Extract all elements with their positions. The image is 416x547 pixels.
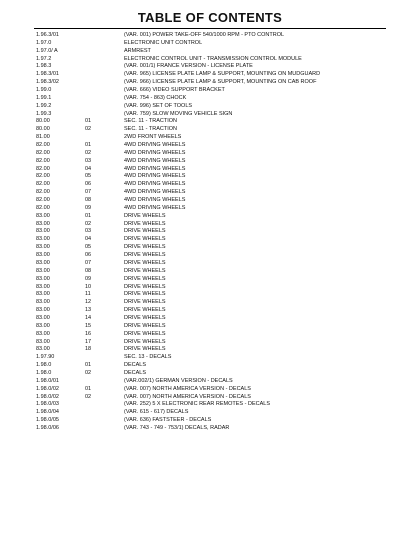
toc-description: (VAR. 007) NORTH AMERICA VERSION - DECALS (124, 385, 251, 392)
toc-row[interactable] (34, 166, 386, 174)
toc-row[interactable] (34, 370, 386, 378)
toc-subcode: 07 (85, 259, 92, 266)
toc-code: 1.98.0/01 (36, 377, 59, 384)
toc-code: 83.00 (36, 236, 50, 243)
toc-code: 1.99.0 (36, 87, 52, 94)
toc-code: 82.00 (36, 165, 50, 172)
toc-description: 4WD DRIVING WHEELS (124, 173, 186, 180)
toc-description: ARMREST (124, 47, 151, 54)
toc-row[interactable] (34, 362, 386, 370)
toc-description: DRIVE WHEELS (124, 259, 166, 266)
toc-code: 1.98.3/02 (36, 79, 59, 86)
toc-code: 83.00 (36, 322, 50, 329)
toc-description: 4WD DRIVING WHEELS (124, 189, 186, 196)
toc-subcode: 11 (85, 291, 91, 298)
toc-subcode: 16 (85, 330, 92, 337)
toc-row[interactable] (34, 87, 386, 95)
toc-subcode: 09 (85, 275, 92, 282)
toc-description: DRIVE WHEELS (124, 220, 166, 227)
toc-subcode: 02 (85, 369, 92, 376)
toc-description: (VAR. 666) VIDEO SUPPORT BRACKET (124, 87, 225, 94)
toc-code: 82.00 (36, 204, 50, 211)
toc-subcode: 09 (85, 204, 92, 211)
toc-subcode: 08 (85, 197, 92, 204)
toc-row[interactable] (34, 134, 386, 142)
toc-description: DRIVE WHEELS (124, 212, 166, 219)
toc-code: 83.00 (36, 252, 50, 259)
toc-row[interactable] (34, 111, 386, 119)
toc-subcode: 01 (85, 385, 92, 392)
toc-row[interactable] (34, 95, 386, 103)
toc-code: 83.00 (36, 212, 50, 219)
toc-row[interactable] (34, 158, 386, 166)
toc-subcode: 05 (85, 173, 92, 180)
toc-row[interactable] (34, 331, 386, 339)
toc-description: DRIVE WHEELS (124, 283, 166, 290)
toc-row[interactable] (34, 32, 386, 40)
toc-description: 4WD DRIVING WHEELS (124, 165, 186, 172)
toc-row[interactable] (34, 221, 386, 229)
toc-code: 1.97.0/ A (36, 47, 58, 54)
toc-code: 1.98.0 (36, 362, 52, 369)
toc-row[interactable] (34, 150, 386, 158)
toc-subcode: 04 (85, 165, 92, 172)
toc-code: 81.00 (36, 134, 50, 141)
toc-code: 1.98.3 (36, 63, 52, 70)
toc-description: 4WD DRIVING WHEELS (124, 204, 186, 211)
toc-code: 83.00 (36, 283, 50, 290)
toc-row[interactable] (34, 48, 386, 56)
toc-description: ELECTRONIC CONTROL UNIT - TRANSMISSION CONTROL MODULE (124, 55, 302, 62)
toc-row[interactable] (34, 126, 386, 134)
toc-description: 4WD DRIVING WHEELS (124, 149, 186, 156)
toc-code: 1.98.0/03 (36, 401, 59, 408)
toc-description: DRIVE WHEELS (124, 267, 166, 274)
toc-description: 4WD DRIVING WHEELS (124, 181, 186, 188)
toc-code: 1.98.0/04 (36, 409, 59, 416)
toc-row[interactable] (34, 63, 386, 71)
toc-code: 83.00 (36, 228, 50, 235)
toc-row[interactable] (34, 252, 386, 260)
toc-row[interactable] (34, 40, 386, 48)
toc-row[interactable] (34, 425, 386, 433)
toc-code: 82.00 (36, 189, 50, 196)
toc-description: (VAR. 743 - 749 - 753/1) DECALS, RADAR (124, 424, 230, 431)
toc-code: 1.96.3/01 (36, 32, 59, 38)
toc-description: DECALS (124, 362, 147, 369)
toc-description: DRIVE WHEELS (124, 275, 166, 282)
toc-subcode: 03 (85, 228, 92, 235)
toc-code: 83.00 (36, 291, 50, 298)
toc-description: (VAR. 001/1) FRANCE VERSION - LICENSE PLATE (124, 63, 253, 70)
toc-row[interactable] (34, 173, 386, 181)
toc-code: 83.00 (36, 314, 50, 321)
toc-row[interactable] (34, 71, 386, 79)
toc-row[interactable] (34, 417, 386, 425)
toc-subcode: 06 (85, 181, 92, 188)
toc-code: 1.98.0 (36, 369, 52, 376)
toc-description: (VAR. 001) POWER TAKE-OFF 540/1000 RPM - PTO CONTROL (124, 32, 285, 38)
toc-description: DRIVE WHEELS (124, 228, 166, 235)
toc-row[interactable] (34, 79, 386, 87)
toc-description: DRIVE WHEELS (124, 330, 166, 337)
toc-code: 83.00 (36, 346, 50, 353)
toc-row[interactable] (34, 386, 386, 394)
toc-row[interactable] (34, 103, 386, 111)
toc-code: 1.98.3/01 (36, 71, 59, 78)
toc-row[interactable] (34, 401, 386, 409)
toc-row[interactable] (34, 205, 386, 213)
toc-code: 1.98.0/06 (36, 424, 59, 431)
toc-code: 83.00 (36, 220, 50, 227)
toc-description: ELECTRONIC UNIT CONTROL (124, 39, 203, 46)
toc-row[interactable] (34, 307, 386, 315)
toc-code: 83.00 (36, 259, 50, 266)
toc-row[interactable] (34, 299, 386, 307)
toc-subcode: 01 (85, 212, 92, 219)
toc-subcode: 13 (85, 307, 92, 314)
toc-row[interactable] (34, 197, 386, 205)
toc-subcode: 01 (85, 142, 92, 149)
toc-code: 1.99.2 (36, 102, 52, 109)
toc-subcode: 04 (85, 236, 92, 243)
toc-subcode: 14 (85, 314, 92, 321)
title-divider (34, 28, 386, 29)
toc-description: DECALS (124, 369, 147, 376)
toc-row[interactable] (34, 142, 386, 150)
toc-description: DRIVE WHEELS (124, 314, 166, 321)
toc-description: (VAR. 759) SLOW MOVING VEHICLE SIGN (124, 110, 233, 117)
toc-code: 83.00 (36, 275, 50, 282)
toc-code: 83.00 (36, 330, 50, 337)
toc-description: (VAR. 007) NORTH AMERICA VERSION - DECALS (124, 393, 251, 400)
toc-code: 82.00 (36, 173, 50, 180)
toc-code: 82.00 (36, 197, 50, 204)
toc-row[interactable] (34, 284, 386, 292)
toc-code: 1.97.0 (36, 39, 52, 46)
toc-row[interactable] (34, 236, 386, 244)
toc-description: DRIVE WHEELS (124, 346, 166, 353)
toc-subcode: 06 (85, 252, 92, 259)
toc-subcode: 02 (85, 149, 92, 156)
toc-subcode: 03 (85, 157, 92, 164)
toc-row[interactable] (34, 213, 386, 221)
toc-description: (VAR. 252) 5 X ELECTRONIC REAR REMOTES - DECALS (124, 401, 270, 408)
toc-row[interactable] (34, 291, 386, 299)
toc-description: DRIVE WHEELS (124, 236, 166, 243)
toc-code: 1.97.2 (36, 55, 52, 62)
toc-code: 80.00 (36, 126, 50, 133)
toc-code: 1.98.0/02 (36, 393, 59, 400)
toc-description: (VAR. 754 - 863) CHOCK (124, 94, 187, 101)
toc-code: 1.99.1 (36, 94, 52, 101)
toc-description: 4WD DRIVING WHEELS (124, 197, 186, 204)
toc-row[interactable] (34, 378, 386, 386)
toc-subcode: 02 (85, 393, 92, 400)
toc-code: 82.00 (36, 157, 50, 164)
toc-description: SEC. 13 - DECALS (124, 354, 172, 361)
toc-row[interactable] (34, 56, 386, 64)
toc-description: SEC. 11 - TRACTION (124, 118, 177, 125)
toc-row[interactable] (34, 315, 386, 323)
toc-description: (VAR. 615 - 617) DECALS (124, 409, 189, 416)
toc-row[interactable] (34, 260, 386, 268)
toc-description: DRIVE WHEELS (124, 338, 166, 345)
toc-subcode: 10 (85, 283, 92, 290)
toc-subcode: 02 (85, 126, 92, 133)
toc-description: DRIVE WHEELS (124, 252, 166, 259)
toc-subcode: 07 (85, 189, 92, 196)
toc-row[interactable] (34, 346, 386, 354)
toc-code: 82.00 (36, 149, 50, 156)
toc-row[interactable] (34, 394, 386, 402)
toc-row[interactable] (34, 268, 386, 276)
toc-row[interactable] (34, 276, 386, 284)
toc-code: 83.00 (36, 338, 50, 345)
toc-row[interactable] (34, 339, 386, 347)
toc-description: DRIVE WHEELS (124, 244, 166, 251)
toc-description: SEC. 11 - TRACTION (124, 126, 177, 133)
toc-subcode: 17 (85, 338, 92, 345)
toc-code: 1.98.0/02 (36, 385, 59, 392)
toc-description: (VAR. 966) LICENSE PLATE LAMP & SUPPORT, MOUNTING ON CAB ROOF (124, 79, 317, 86)
toc-subcode: 18 (85, 346, 92, 353)
toc-row[interactable] (34, 354, 386, 362)
toc-subcode: 05 (85, 244, 92, 251)
toc-row[interactable] (34, 118, 386, 126)
toc-subcode: 01 (85, 118, 92, 125)
toc-row[interactable] (34, 189, 386, 197)
toc-row[interactable] (34, 181, 386, 189)
toc-code: 83.00 (36, 267, 50, 274)
toc-code: 82.00 (36, 181, 50, 188)
toc-row[interactable] (34, 228, 386, 236)
toc-code: 83.00 (36, 299, 50, 306)
toc-code: 80.00 (36, 118, 50, 125)
toc-description: 4WD DRIVING WHEELS (124, 157, 186, 164)
toc-row[interactable] (34, 409, 386, 417)
toc-code: 83.00 (36, 244, 50, 251)
toc-subcode: 15 (85, 322, 92, 329)
toc-subcode: 12 (85, 299, 92, 306)
toc-code: 1.98.0/05 (36, 417, 59, 424)
toc-row[interactable] (34, 244, 386, 252)
toc-description: (VAR. 965) LICENSE PLATE LAMP & SUPPORT, MOUNTING ON MUDGUARD (124, 71, 321, 78)
toc-description: (VAR. 996) SET OF TOOLS (124, 102, 193, 109)
toc-description: (VAR. 636) FASTSTEER - DECALS (124, 417, 212, 424)
toc-description: DRIVE WHEELS (124, 307, 166, 314)
toc-code: 82.00 (36, 142, 50, 149)
toc-subcode: 01 (85, 362, 92, 369)
toc-list (34, 32, 386, 433)
toc-description: DRIVE WHEELS (124, 291, 166, 298)
toc-description: DRIVE WHEELS (124, 299, 166, 306)
toc-description: DRIVE WHEELS (124, 322, 166, 329)
toc-description: (VAR.002/1) GERMAN VERSION - DECALS (124, 377, 233, 384)
toc-code: 83.00 (36, 307, 50, 314)
toc-subcode: 08 (85, 267, 92, 274)
toc-description: 2WD FRONT WHEELS (124, 134, 182, 141)
toc-code: 1.99.3 (36, 110, 52, 117)
toc-code: 1.97.90 (36, 354, 55, 361)
toc-subcode: 02 (85, 220, 92, 227)
toc-description: 4WD DRIVING WHEELS (124, 142, 186, 149)
page-title: TABLE OF CONTENTS (137, 10, 283, 25)
toc-row[interactable] (34, 323, 386, 331)
